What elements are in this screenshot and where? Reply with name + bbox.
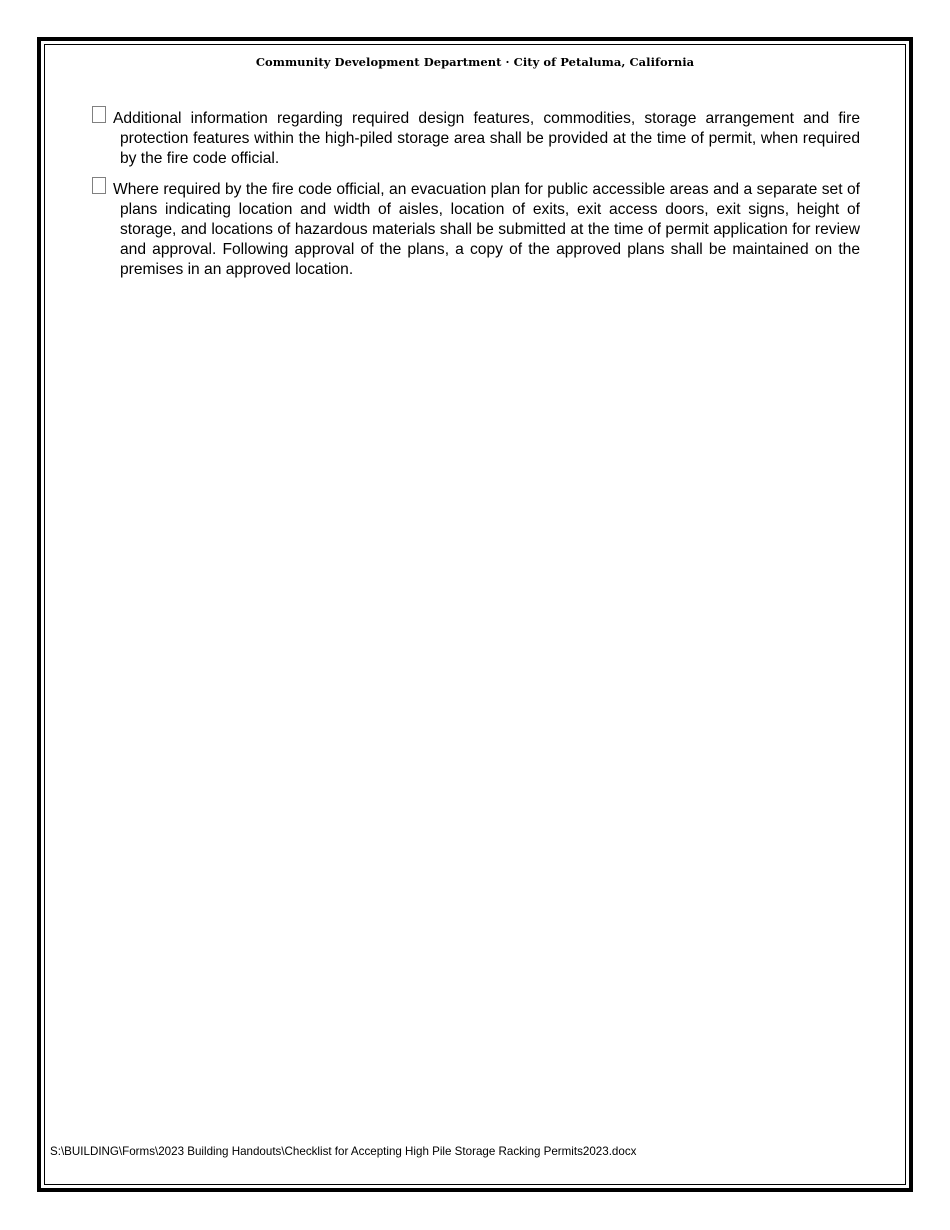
footer-file-path: S:\BUILDING\Forms\2023 Building Handouts\Checklist for Accepting High Pile Storage Racking Permits2023.docx (50, 1145, 637, 1158)
checkbox[interactable] (92, 177, 106, 194)
checklist (92, 109, 860, 291)
checklist-item-text: Where required by the fire code official, an evacuation plan for public accessible areas and a separate set of plans indicating location and width of aisles, location of exits, exit access doors, exit signs, height of storage, and locations of hazardous materials shall be submitted at the time of permit application for review and approval. Following approval of the plans, a copy of the approved plans shall be maintained on the premises in an approved location. (113, 181, 860, 278)
page-header: Community Development Department · City of Petaluma, California (255, 55, 695, 69)
checkbox[interactable] (92, 106, 106, 123)
checklist-item (92, 180, 860, 280)
checklist-item (92, 109, 860, 169)
checklist-item-text: Additional information regarding required design features, commodities, storage arrangement and fire protection features within the high-piled storage area shall be provided at the time of permit, when required by the fire code official. (113, 110, 860, 167)
